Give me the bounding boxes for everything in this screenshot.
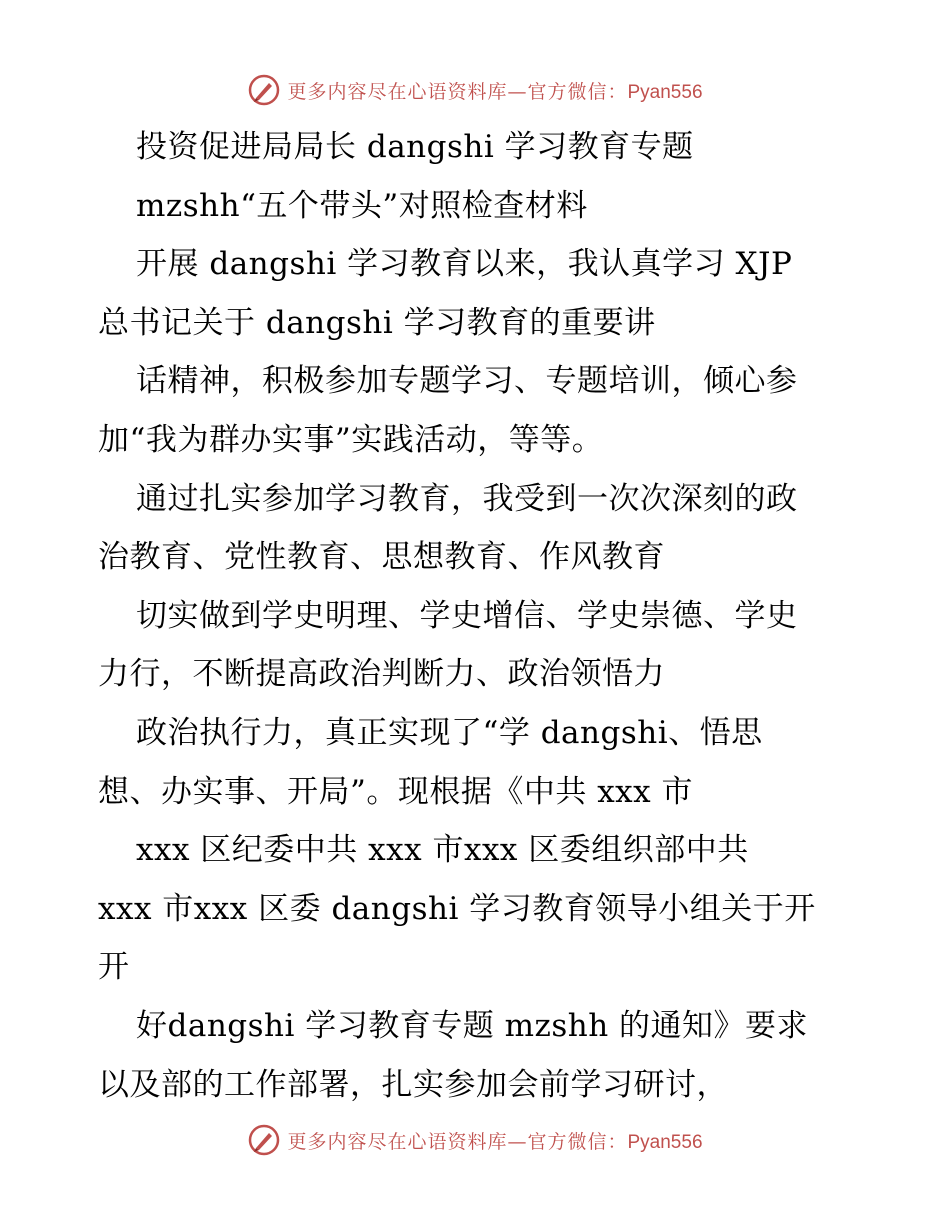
body-line: 治教育、党性教育、思想教育、作风教育 (98, 539, 665, 576)
body-line: 总书记关于 dangshi 学习教育的重要讲 (98, 304, 656, 341)
pen-logo-icon (247, 73, 281, 107)
body-line: xxx 市xxx 区委 dangshi 学习教育领导小组关于开 (98, 890, 816, 927)
body-line: 话精神，积极参加专题学习、专题培训，倾心参 (136, 363, 798, 400)
body-line: 开 (98, 949, 130, 986)
banner-wechat-id: Pyan556 (627, 81, 703, 103)
document-body (98, 118, 858, 1114)
body-line: 开展 dangshi 学习教育以来，我认真学习 XJP (136, 246, 793, 283)
body-line: 力行，不断提高政治判断力、政治领悟力 (98, 656, 665, 693)
body-line: 投资促进局局长 dangshi 学习教育专题 (136, 129, 694, 165)
body-line: 以及部的工作部署，扎实参加会前学习研讨， (98, 1066, 728, 1103)
banner-wechat-id: Pyan556 (627, 1131, 703, 1153)
banner-text (287, 77, 702, 104)
banner-text (287, 1127, 702, 1154)
banner-official-label: 官方微信： (527, 1130, 628, 1153)
footer-banner (0, 1120, 950, 1160)
banner-main-text: 更多内容尽在心语资料库 (287, 80, 508, 103)
body-line: 想、办实事、开局”。现根据《中共 xxx 市 (98, 773, 694, 810)
header-banner (0, 70, 950, 110)
banner-separator: — (507, 1130, 528, 1153)
pen-logo-icon (247, 1123, 281, 1157)
body-line: 通过扎实参加学习教育，我受到一次次深刻的政 (136, 480, 798, 517)
body-line: xxx 区纪委中共 xxx 市xxx 区委组织部中共 (136, 832, 749, 869)
body-line: 政治执行力，真正实现了“学 dangshi、悟思 (136, 714, 763, 751)
body-line: 切实做到学史明理、学史增信、学史崇德、学史 (136, 597, 798, 634)
body-line: 好dangshi 学习教育专题 mzshh 的通知》要求 (136, 1007, 809, 1044)
banner-official-label: 官方微信： (527, 80, 628, 103)
body-line: mzshh“五个带头”对照检查材料 (136, 187, 588, 224)
banner-separator: — (507, 80, 528, 103)
body-line: 加“我为群办实事”实践活动，等等。 (98, 421, 604, 458)
banner-main-text: 更多内容尽在心语资料库 (287, 1130, 508, 1153)
